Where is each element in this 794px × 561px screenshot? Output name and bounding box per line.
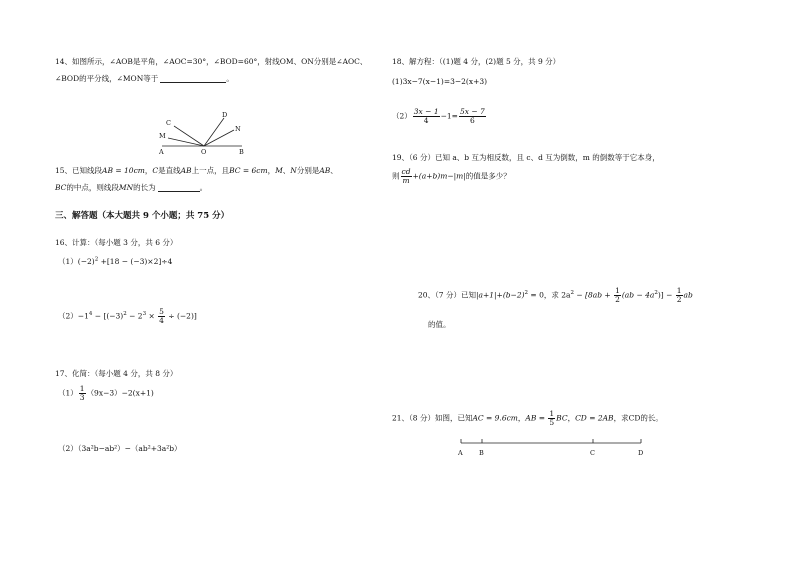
q16-e2-frac-num: 5	[159, 307, 164, 316]
q16-e2-a-exp: 4	[88, 310, 93, 317]
q20-expr-d: ab	[683, 290, 693, 300]
q16-e2-a: −1	[77, 311, 89, 321]
q16-e2-fraction	[158, 308, 165, 325]
q17-expr-2	[58, 444, 182, 453]
q15-bc: BC	[55, 183, 67, 192]
q21-sep-2: ，	[567, 413, 576, 423]
q19-line1: 19、（6 分）已知 a、b 互为相反数，且 c、d 互为倒数，m 的倒数等于它本身，	[392, 153, 660, 162]
q15-answer-blank[interactable]	[158, 191, 200, 192]
q17-e1-frac-den: 3	[79, 392, 85, 402]
q14-ray-on	[204, 130, 234, 146]
q15-mn: MN	[118, 183, 134, 192]
q20-expr-a: − [8ab +	[574, 290, 614, 300]
section-3-heading: 三、解答题（本大题共 9 个小题；共 75 分）	[55, 211, 230, 221]
q20-expr-b: (ab − 4a	[621, 290, 655, 300]
q16-label-1: （1）	[58, 257, 78, 266]
q16-e1-rest: +[18 − (−3)×2]÷4	[98, 257, 173, 266]
q19-line2	[392, 168, 511, 185]
q16-title: 16、计算：（每小题 3 分，共 6 分）	[55, 238, 178, 247]
q20-cond-rest: = 0，	[528, 290, 552, 300]
q14-label-b: B	[239, 148, 244, 156]
q19-expr: +(a+b)m−|m|	[412, 171, 466, 181]
q15-n: N	[290, 166, 297, 175]
q18-e2-mid: −1=	[440, 111, 458, 121]
q14-label-c: C	[166, 119, 171, 127]
q21-bc: BC	[556, 413, 568, 423]
q21-segment-figure	[452, 436, 652, 460]
q20-frac-2-num: 1	[676, 286, 682, 295]
q15-c: C	[152, 166, 159, 175]
q15-text-6: 、	[282, 166, 291, 175]
q20-frac-1	[614, 287, 621, 304]
q18-frac-2-num: 5x − 7	[459, 107, 485, 116]
q14-line1: 14、如图所示，∠AOB是平角，∠AOC=30°，∠BOD=60°，射线OM、ON分别是∠AOC、	[55, 57, 368, 66]
q15-text-7: 分别是	[296, 166, 320, 175]
q19-post: 的值是多少？	[465, 171, 511, 181]
q19-pre: 则	[392, 171, 400, 181]
q21-label-c: C	[590, 449, 595, 457]
q21-cd: CD = 2AB	[575, 413, 614, 423]
q20-line1	[418, 287, 693, 304]
q21-label-b: B	[479, 449, 484, 457]
q14-ray-od	[204, 118, 224, 146]
q21-label-a: A	[458, 449, 463, 457]
q15-text-10: 的长为	[133, 183, 156, 192]
q14-line2	[55, 74, 234, 83]
q14-end: 。	[226, 74, 234, 83]
q19-frac-num: cd	[401, 167, 411, 176]
q14-label-n: N	[235, 125, 241, 133]
q16-e2-b-exp: 2	[123, 310, 127, 317]
q21-ab: AB =	[525, 413, 548, 423]
q17-expr-1	[58, 385, 154, 402]
q21-line1	[392, 410, 663, 427]
q20-ask-exp: 2	[570, 289, 574, 296]
q19-fraction	[401, 168, 412, 185]
q16-e2-frac-den: 4	[159, 315, 164, 325]
q16-e1-base: (−2)	[77, 257, 95, 266]
q18-frac-1	[413, 108, 440, 125]
q18-title: 18、解方程：（(1)题 4 分，(2)题 5 分，共 9 分）	[392, 57, 561, 66]
q16-e1-exp: 2	[94, 256, 99, 263]
q15-text-5: ，	[267, 166, 276, 175]
q16-expr-1	[58, 257, 172, 266]
q18-label-2: （2）	[392, 111, 412, 121]
q14-label-a: A	[159, 148, 164, 156]
q14-label-o: O	[201, 148, 207, 156]
q16-e2-b: − [(−3)	[92, 311, 124, 321]
q16-label-2: （2）	[58, 311, 78, 321]
q14-answer-blank[interactable]	[160, 82, 226, 83]
q20-expr-c: )] −	[657, 290, 675, 300]
q21-label-d: D	[638, 449, 644, 457]
q21-pre: 21、（8 分）如图，已知	[392, 413, 473, 423]
q15-ab: AB	[180, 166, 192, 175]
q21-frac-num: 1	[549, 409, 555, 418]
q16-e2-c: − 2	[126, 311, 143, 321]
q19-frac-den: m	[402, 175, 410, 185]
q14-label-m: M	[159, 132, 166, 140]
q18-frac-2	[459, 108, 486, 125]
q15-ab-eq: AB = 10cm	[102, 166, 145, 175]
q20-pre: 20、（7 分）已知	[418, 290, 476, 300]
q17-e2: （3a²b−ab²）−（ab²+3a²b）	[77, 444, 182, 453]
q20-ask: 求 2a	[551, 290, 571, 300]
q15-ab2: AB	[319, 166, 331, 175]
q20-frac-2	[676, 287, 683, 304]
q14-line2-text: ∠BOD的平分线，∠MON等于	[55, 74, 159, 83]
q18-frac-2-den: 6	[469, 115, 475, 125]
q21-post: ，求CD的长。	[613, 413, 663, 423]
q17-label-1: （1）	[58, 388, 78, 398]
q20-frac-2-den: 2	[676, 294, 682, 304]
q15-text-2: ，	[144, 166, 153, 175]
q20-expr-b-exp: 2	[654, 289, 658, 296]
q20-cond: |a+1|+(b−2)	[475, 290, 525, 300]
q15-text-9: 的中点，则线段	[66, 183, 119, 192]
q15-text-8: 、	[330, 166, 338, 175]
q16-e2-d: ×	[146, 311, 158, 321]
q20-cond-exp: 2	[524, 289, 529, 296]
q18-frac-1-num: 3x − 1	[413, 107, 439, 116]
q15-text-1: 15、已知线段	[55, 166, 103, 175]
q15-line1	[55, 166, 338, 175]
q21-frac-den: 5	[549, 417, 555, 427]
q17-e1-fraction	[79, 385, 86, 402]
q15-m: M	[275, 166, 283, 175]
q20-frac-1-num: 1	[615, 286, 620, 295]
q21-sep-1: ，	[517, 413, 526, 423]
q17-label-2: （2）	[58, 444, 78, 453]
q21-ac: AC = 9.6cm	[472, 413, 518, 423]
q20-tail: 的值。	[428, 320, 451, 329]
q18-expr-1: (1)3x−7(x−1)=3−2(x+3)	[392, 77, 488, 86]
q15-text-4: 上一点，且	[191, 166, 230, 175]
q15-end: 。	[199, 183, 208, 192]
q21-fraction	[548, 410, 555, 427]
q18-expr-2	[392, 108, 487, 125]
q16-e2-e: ÷ (−2)]	[165, 311, 197, 321]
q17-title: 17、化简：（每小题 4 分，共 8 分）	[55, 369, 178, 378]
q16-e2-c-exp: 3	[142, 310, 147, 317]
q17-e1-rest: （9x−3）−2(x+1)	[86, 388, 154, 398]
q15-line2	[55, 183, 207, 192]
q14-angle-figure	[150, 108, 260, 156]
q15-bc-eq: BC = 6cm	[229, 166, 268, 175]
q20-frac-1-den: 2	[615, 294, 620, 304]
q14-label-d: D	[222, 111, 228, 119]
q18-frac-1-den: 4	[423, 115, 429, 125]
q15-text-3: 是直线	[158, 166, 181, 175]
q17-e1-frac-num: 1	[79, 384, 85, 393]
q16-expr-2	[58, 308, 197, 325]
